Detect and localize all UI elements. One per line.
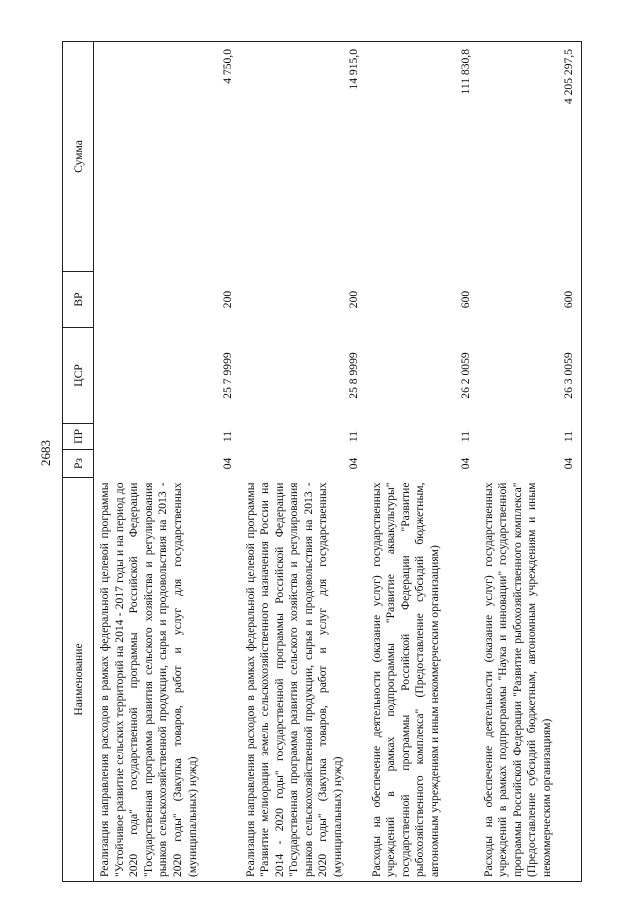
row-sum: 4 205 297,5 [478, 42, 582, 272]
table-row [94, 42, 240, 882]
row-rz: 04 [458, 457, 472, 470]
row-name: Расходы на обеспечение деятельности (оказание услуг) государственных учреждений в рамках подпрограммы "Наука и инновации" государственной программы Российской Федерации "Развитие рыбохозяйственного комплекса" (Предоставление субсидий бюджетным, автономным учреждениям и иным некоммерческим организациям) [478, 478, 582, 882]
row-csr: 26 2 0059 [458, 352, 472, 399]
row-pr: 11 [220, 430, 234, 443]
table-row [478, 42, 582, 882]
row-name: Расходы на обеспечение деятельности (оказание услуг) государственных учреждений в рамках подпрограммы "Развитие аквакультуры" государственной программы Российской Федерации "Развитие рыбохозяйственного комплекса" (Предоставление субсидий бюджетным, автономным учреждениям и иным некоммерческим организациям) [366, 478, 478, 882]
row-sum: 4 750,0 [94, 42, 240, 272]
header-sum: Сумма [63, 42, 94, 272]
header-rz: Рз [63, 450, 94, 478]
row-csr: 26 3 0059 [478, 328, 582, 424]
row-csr: 25 7 9999 [220, 352, 234, 399]
row-sum: 111 830,8 [366, 42, 478, 272]
header-name: Наименование [63, 478, 94, 882]
table-row [366, 42, 478, 882]
row-name: Реализация направления расходов в рамках федеральной целевой программы "Устойчивое развитие сельских территорий на 2014 - 2017 годы и на период до 2020 года" государственной программы Российской Федерации "Государственная программа развития сельского хозяйства и регулирования рынков сельскохозяйственной продукции, сырья и продовольствия на 2013 - 2020 годы" (Закупка товаров, работ и услуг для государственных (муниципальных) нужд) [94, 478, 240, 882]
table-row [240, 42, 366, 882]
header-csr: ЦСР [63, 328, 94, 424]
row-vr: 200 [220, 290, 234, 309]
row-vr: 600 [478, 272, 582, 328]
page-number: 2683 [38, 440, 53, 466]
rotated-page-content [62, 42, 582, 882]
row-pr: 11 [346, 430, 360, 443]
row-name: Реализация направления расходов в рамках федеральной целевой программы "Развитие мелиорации земель сельскохозяйственного назначения России на 2014 - 2020 годы" государственной программы Российской Федерации "Государственная программа развития сельского хозяйства и регулирования рынков сельскохозяйственной продукции, сырья и продовольствия на 2013 - 2020 годы" (Закупка товаров, работ и услуг для государственных (муниципальных) нужд) [240, 478, 366, 882]
row-pr: 11 [458, 430, 472, 443]
table-container [62, 42, 582, 882]
row-vr: 600 [458, 290, 472, 309]
row-vr: 200 [346, 290, 360, 309]
row-rz: 04 [346, 457, 360, 470]
table-header-row [63, 42, 94, 882]
row-pr: 11 [478, 424, 582, 450]
header-pr: ПР [63, 424, 94, 450]
header-vr: ВР [63, 272, 94, 328]
row-sum: 14 915,0 [240, 42, 366, 272]
row-csr: 25 8 9999 [346, 352, 360, 399]
budget-table [62, 41, 582, 882]
row-rz: 04 [220, 457, 234, 470]
row-rz: 04 [478, 450, 582, 478]
